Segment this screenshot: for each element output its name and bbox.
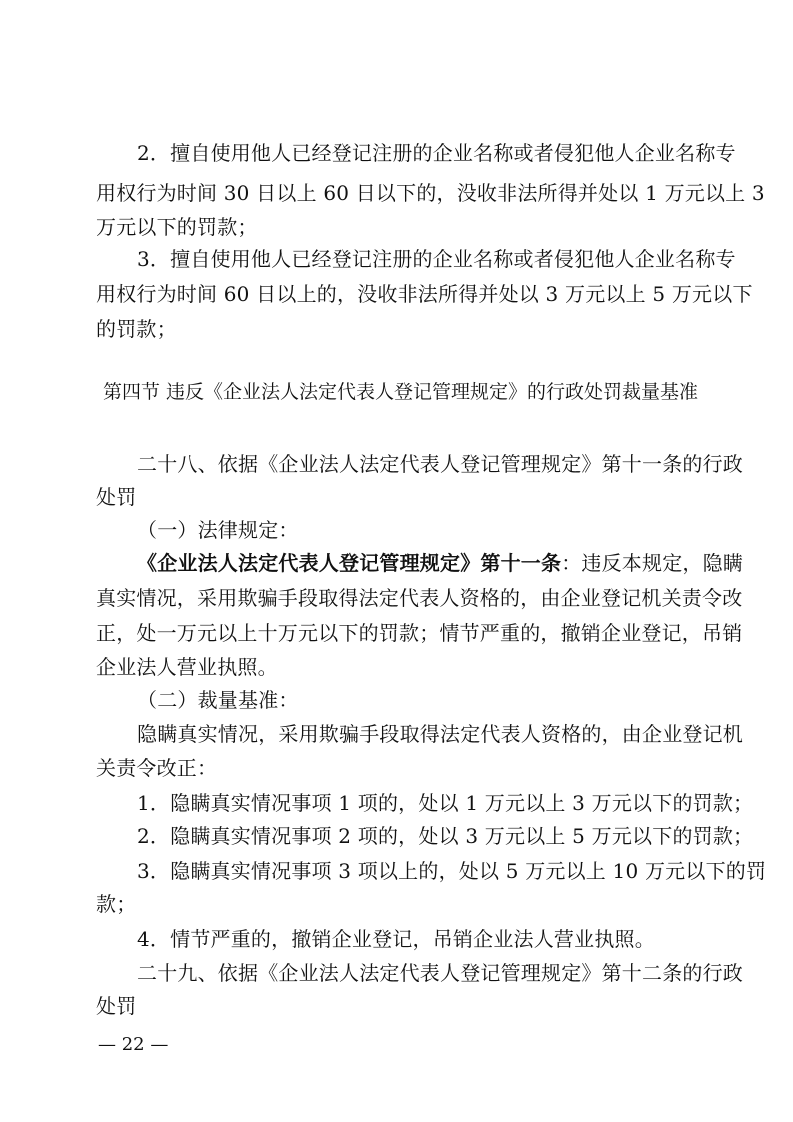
item3-line-1: 3．擅自使用他人已经登记注册的企业名称或者侵犯他人企业名称专 <box>137 247 736 271</box>
discretion-label: （二）裁量基准： <box>137 688 299 712</box>
discretion-line-1: 隐瞒真实情况，采用欺骗手段取得法定代表人资格的，由企业登记机 <box>137 722 743 746</box>
article-29-line-2: 处罚 <box>96 994 137 1018</box>
provision-line-1-rest: ：违反本规定，隐瞒 <box>561 551 744 575</box>
rule-1: 1．隐瞒真实情况事项 1 项的，处以 1 万元以上 3 万元以下的罚款； <box>137 791 754 815</box>
article-28-line-2: 处罚 <box>96 485 137 509</box>
item2-line-2: 用权行为时间 30 日以上 60 日以下的，没收非法所得并处以 1 万元以上 3 <box>96 181 765 205</box>
item3-line-3: 的罚款； <box>96 317 177 341</box>
rule-4: 4．情节严重的，撤销企业登记，吊销企业法人营业执照。 <box>137 927 655 951</box>
legal-provision-label: （一）法律规定： <box>137 518 299 542</box>
provision-line-1 <box>137 547 793 579</box>
article-28-line-1: 二十八、依据《企业法人法定代表人登记管理规定》第十一条的行政 <box>137 452 743 476</box>
article-29-line-1: 二十九、依据《企业法人法定代表人登记管理规定》第十二条的行政 <box>137 961 743 985</box>
item2-line-3: 万元以下的罚款； <box>96 215 258 239</box>
page-number: — 22 — <box>98 1034 169 1055</box>
provision-line-3: 正，处一万元以上十万元以下的罚款；情节严重的，撤销企业登记，吊销 <box>96 621 743 645</box>
provision-citation: 《企业法人法定代表人登记管理规定》第十一条 <box>137 551 562 575</box>
rule-3-line-1: 3．隐瞒真实情况事项 3 项以上的，处以 5 万元以上 10 万元以下的罚 <box>137 859 767 883</box>
rule-3-line-2: 款； <box>96 892 137 916</box>
item2-line-1: 2．擅自使用他人已经登记注册的企业名称或者侵犯他人企业名称专 <box>137 141 736 165</box>
section-heading: 第四节 违反《企业法人法定代表人登记管理规定》的行政处罚裁量基准 <box>103 381 699 403</box>
provision-line-2: 真实情况，采用欺骗手段取得法定代表人资格的，由企业登记机关责令改 <box>96 586 743 610</box>
item3-line-2: 用权行为时间 60 日以上的，没收非法所得并处以 3 万元以上 5 万元以下 <box>96 282 753 306</box>
provision-line-4: 企业法人营业执照。 <box>96 655 278 679</box>
discretion-line-2: 关责令改正： <box>96 756 218 780</box>
rule-2: 2．隐瞒真实情况事项 2 项的，处以 3 万元以上 5 万元以下的罚款； <box>137 824 754 848</box>
